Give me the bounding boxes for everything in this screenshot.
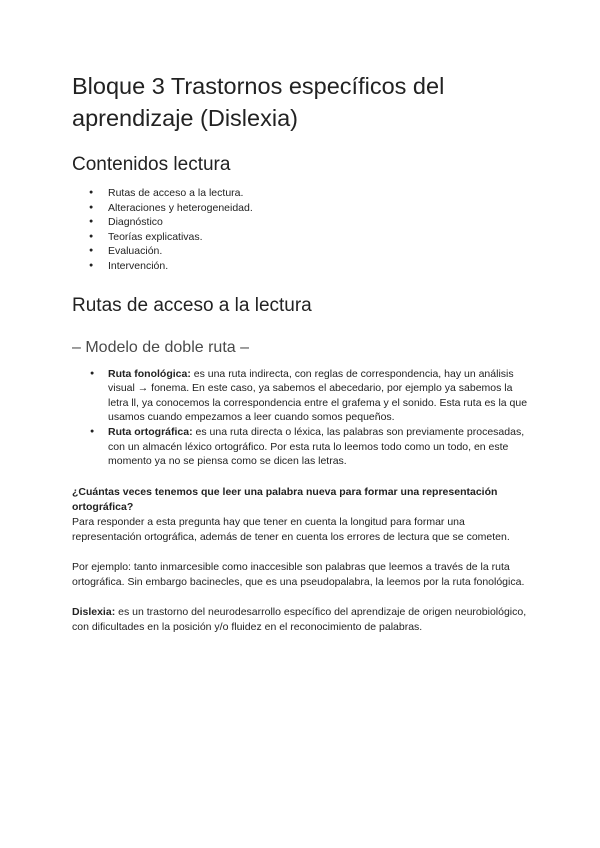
answer-paragraph: Para responder a esta pregunta hay que tener en cuenta la longitud para formar una representación ortográfica, además de tener en cuenta los errores de lectura que se cometen. [72,515,510,543]
contents-list [72,186,528,274]
dyslexia-definition: es un trastorno del neurodesarrollo específico del aprendizaje de origen neurobiológico, con dificultades en la posición y/o fluidez en el reconocimiento de palabras. [72,605,527,633]
page-title: Bloque 3 Trastornos específicos del aprendizaje (Dislexia) [72,73,445,131]
list-item [72,425,528,469]
question-paragraph [72,485,528,515]
dyslexia-term: Dislexia: [72,605,116,618]
contents-heading: Contenidos lectura [72,154,231,175]
route-description: es una ruta directa o léxica, las palabras son previamente procesadas, con un almacén léxico ortográfico. Por esta ruta lo leemos todo como un todo, en este momento ya no se piensa como se dicen las letras. [108,425,525,468]
dyslexia-paragraph [72,605,528,635]
document-page [72,70,528,635]
list-item: ● Evaluación. [72,244,528,259]
list-item: ● Rutas de acceso a la lectura. [72,186,528,201]
subheading: – Modelo de doble ruta – [72,338,250,356]
list-item: ● Diagnóstico [72,215,528,230]
list-item: ● Intervención. [72,259,528,274]
list-item: ● Teorías explicativas. [72,230,528,245]
example-paragraph: Por ejemplo: tanto inmarcesible como inaccesible son palabras que leemos a través de la ruta ortográfica. Sin embargo bacinecles, que es una pseudopalabra, la leemos por la ruta fonológica. [72,560,525,588]
route-term: Ruta ortográfica: [108,425,193,438]
route-term: Ruta fonológica: [108,367,191,380]
section-heading: Rutas de acceso a la lectura [72,294,312,316]
route-description: es una ruta indirecta, con reglas de correspondencia, hay un análisis visual → fonema. En este caso, ya sabemos el abecedario, por ejemplo ya sabemos la letra ll, ya conocemos la correspondencia entre el grafema y el sonido. Esta ruta es la que usamos cuando empezamos a leer cuando somos pequeños. [108,367,528,424]
list-item [72,367,528,425]
question-text: ¿Cuántas veces tenemos que leer una palabra nueva para formar una representación ortográfica? [72,485,498,513]
routes-list [72,367,528,469]
list-item: ● Alteraciones y heterogeneidad. [72,201,528,216]
